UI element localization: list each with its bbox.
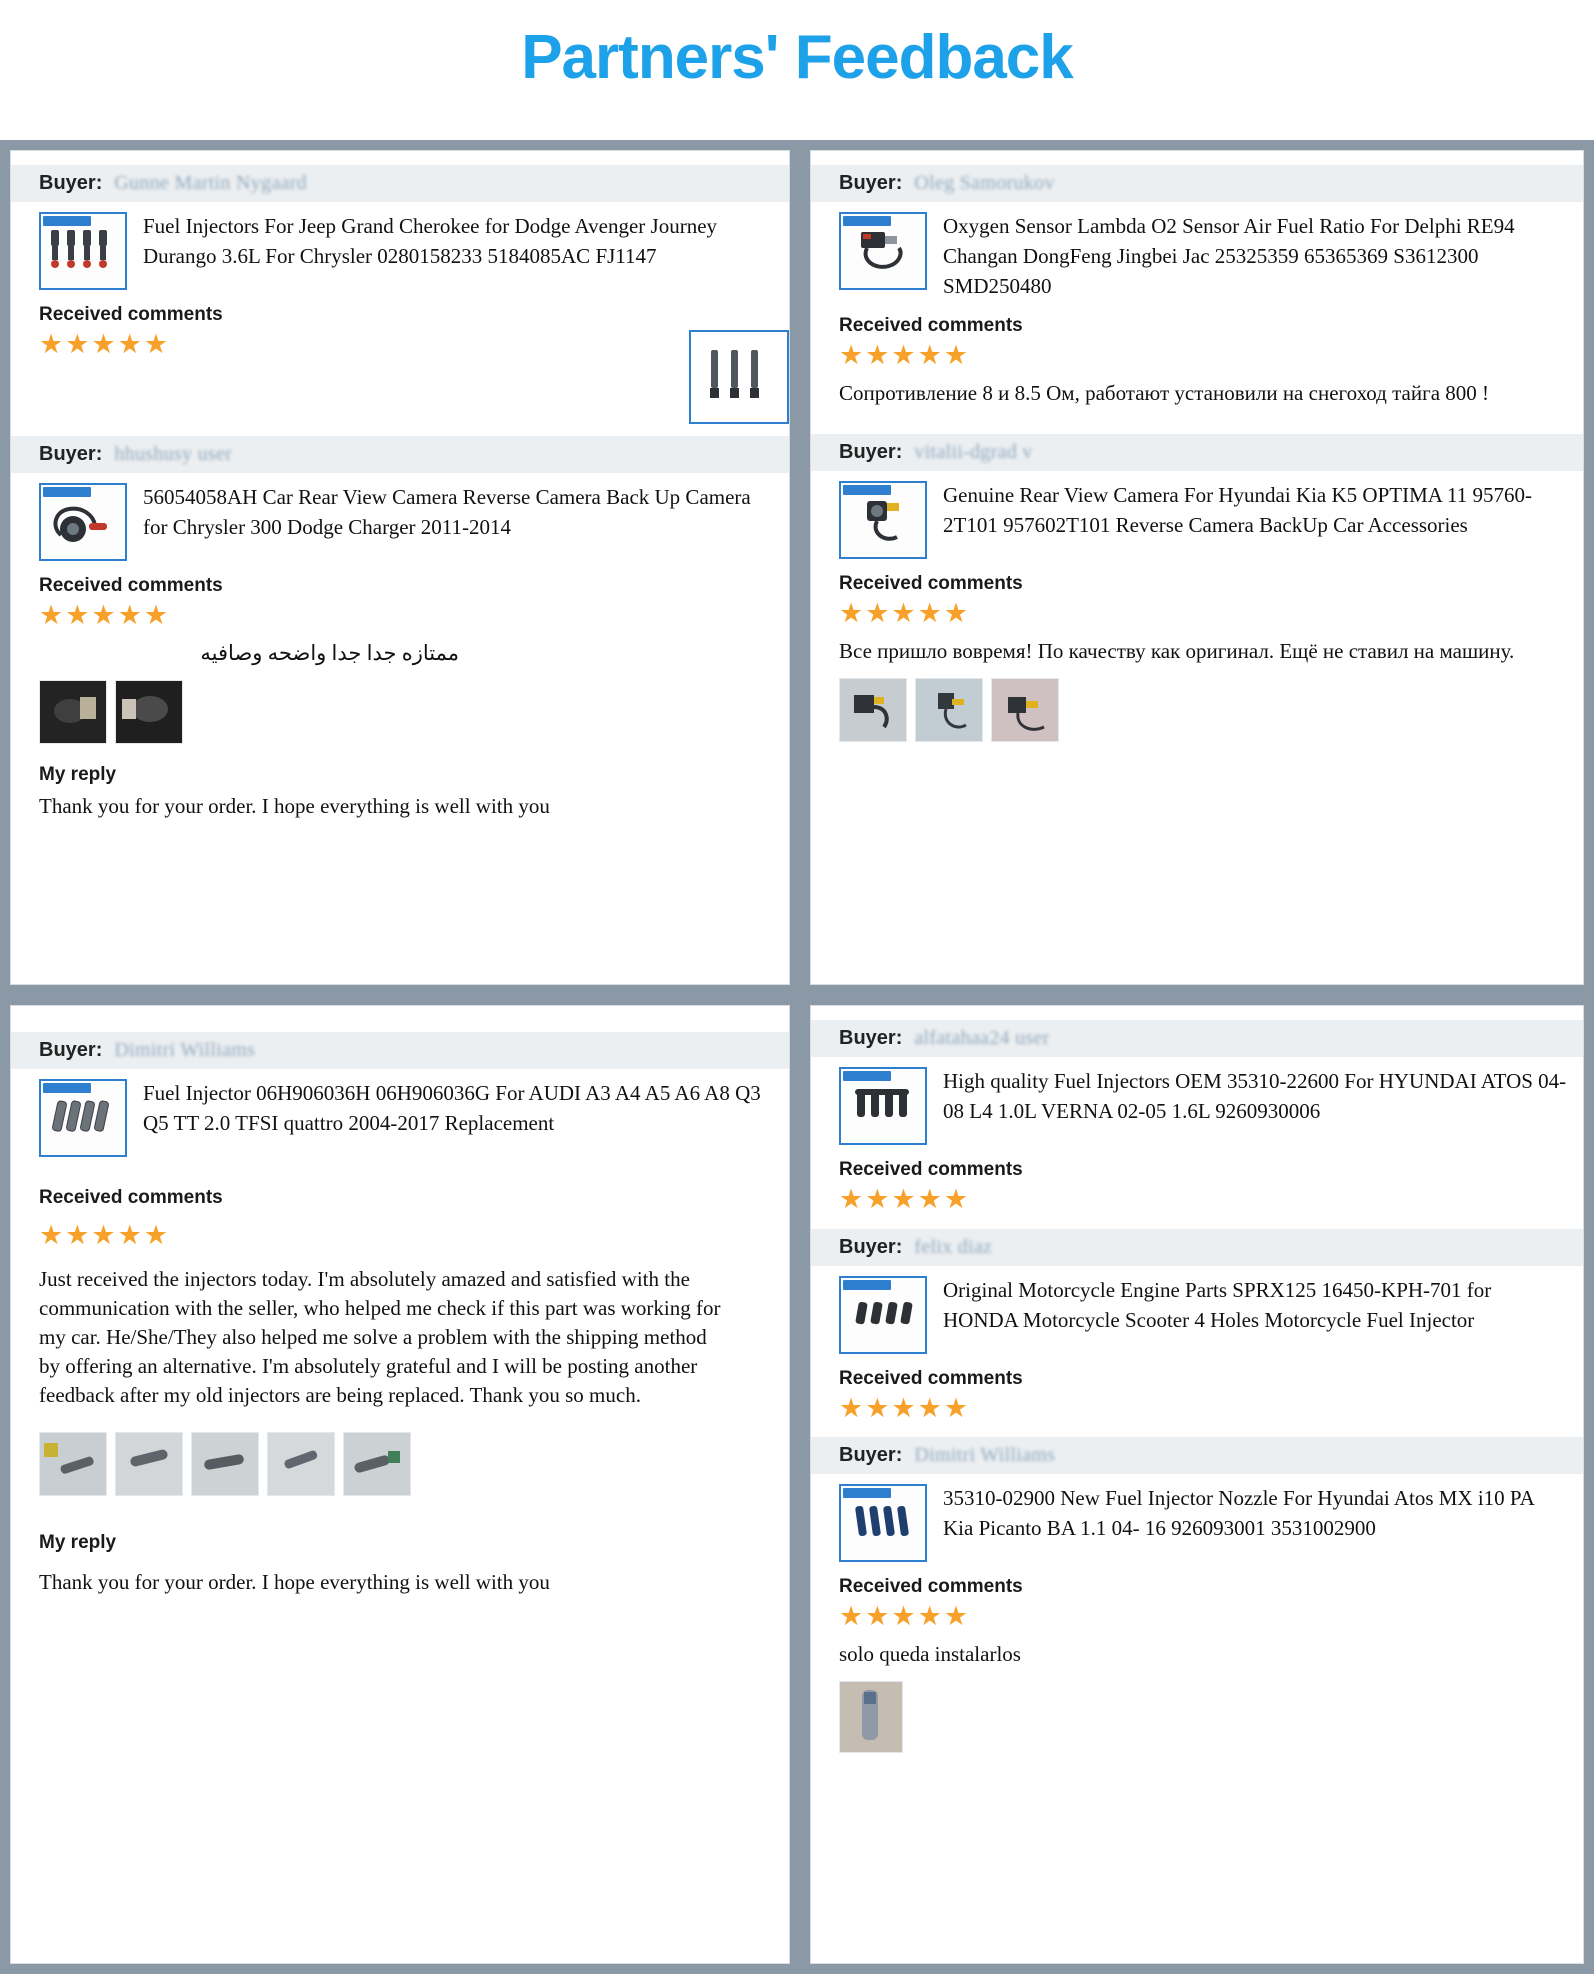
received-comments-label: Received comments xyxy=(839,1159,1023,1180)
buyer-label: Buyer: xyxy=(839,1444,903,1467)
buyer-name: Oleg Samorukov xyxy=(914,172,1055,194)
buyer-label: Buyer: xyxy=(839,441,903,464)
buyer-photo[interactable] xyxy=(191,1432,259,1496)
item-row xyxy=(811,477,1583,563)
feedback-entry xyxy=(11,1032,789,1607)
received-comments-label: Received comments xyxy=(839,573,1023,595)
buyer-photo[interactable] xyxy=(267,1432,335,1496)
injector-photo-icon xyxy=(691,332,787,422)
buyer-comment: solo queda instalarlos xyxy=(839,1642,1021,1667)
item-row xyxy=(811,1480,1583,1566)
star-rating: ★★★★★ xyxy=(839,340,971,371)
camera-photo-icon xyxy=(116,681,182,743)
thumbnail-badge xyxy=(843,1071,891,1081)
my-reply-text: Thank you for your order. I hope everything is well with you xyxy=(39,793,550,818)
product-title[interactable]: Original Motorcycle Engine Parts SPRX125 16450-KPH-701 for HONDA Motorcycle Scooter 4 Holes Motorcycle Fuel Injector xyxy=(943,1277,1492,1332)
feedback-panel xyxy=(810,150,1584,985)
injector-photo-icon xyxy=(840,1682,902,1752)
product-thumbnail[interactable] xyxy=(39,212,127,290)
injector-photo-icon xyxy=(40,1433,106,1495)
buyer-label: Buyer: xyxy=(839,1235,903,1258)
injector-photo-icon xyxy=(268,1433,334,1495)
buyer-row xyxy=(11,436,789,473)
thumbnail-badge xyxy=(843,1488,891,1498)
thumbnail-badge xyxy=(43,487,91,497)
buyer-row xyxy=(11,165,789,202)
my-reply-label: My reply xyxy=(39,1531,117,1553)
item-row xyxy=(11,208,789,294)
buyer-comment: Все пришло вовремя! По качеству как оригинал. Ещё не ставил на машину. xyxy=(839,638,1515,663)
product-title[interactable]: Genuine Rear View Camera For Hyundai Kia K5 OPTIMA 11 95760-2T101 957602T101 Reverse Camera BackUp Car Accessories xyxy=(943,483,1532,537)
buyer-label: Buyer: xyxy=(39,172,103,194)
product-thumbnail[interactable] xyxy=(839,481,927,559)
product-title[interactable]: Fuel Injectors For Jeep Grand Cherokee for Dodge Avenger Journey Durango 3.6L For Chrysler 0280158233 5184085AC FJ1147 xyxy=(143,214,718,268)
feedback-panel xyxy=(10,150,790,985)
my-reply-label: My reply xyxy=(39,763,117,785)
product-thumbnail[interactable] xyxy=(839,1484,927,1562)
buyer-comment: ممتازه جدا جدا واضحه وصافيه xyxy=(200,640,459,665)
buyer-photo-strip xyxy=(11,672,789,750)
buyer-name: Dimitri Williams xyxy=(914,1444,1056,1467)
buyer-name: vitalii-dgrad v xyxy=(914,441,1033,464)
injector-photo-icon xyxy=(192,1433,258,1495)
buyer-comment: Сопротивление 8 и 8.5 Ом, работают установили на снегоход тайга 800 ! xyxy=(839,381,1490,406)
received-comments-label: Received comments xyxy=(39,575,223,596)
star-rating: ★★★★★ xyxy=(39,600,171,630)
product-thumbnail[interactable] xyxy=(839,1276,927,1354)
received-comments-label: Received comments xyxy=(39,1187,223,1208)
buyer-row xyxy=(811,1229,1583,1266)
received-comments-label: Received comments xyxy=(39,304,223,325)
feedback-entry xyxy=(811,1229,1583,1430)
buyer-label: Buyer: xyxy=(39,1039,103,1061)
thumbnail-badge xyxy=(843,1280,891,1290)
product-title[interactable]: 56054058AH Car Rear View Camera Reverse Camera Back Up Camera for Chrysler 300 Dodge Charger 2011-2014 xyxy=(143,485,751,539)
buyer-label: Buyer: xyxy=(839,1027,903,1049)
buyer-label: Buyer: xyxy=(39,443,103,465)
buyer-photo[interactable] xyxy=(915,678,983,742)
product-title[interactable]: 35310-02900 New Fuel Injector Nozzle For Hyundai Atos MX i10 PA Kia Picanto BA 1.1 04- 16 926093001 3531002900 xyxy=(943,1486,1534,1541)
product-title[interactable]: Fuel Injector 06H906036H 06H906036G For AUDI A3 A4 A5 A6 A8 Q3 Q5 TT 2.0 TFSI quattro 2004-2017 Replacement xyxy=(143,1081,761,1135)
product-title[interactable]: Oxygen Sensor Lambda O2 Sensor Air Fuel Ratio For Delphi RE94 Changan DongFeng Jingbei Jac 25325359 65365369 S3612300 SMD250480 xyxy=(943,214,1515,298)
camera-photo-icon xyxy=(840,679,906,741)
feedback-entry xyxy=(811,165,1583,416)
received-comments-label: Received comments xyxy=(839,1367,1023,1389)
buyer-photo[interactable] xyxy=(39,1432,107,1496)
buyer-photo[interactable] xyxy=(839,678,907,742)
buyer-photo-strip xyxy=(811,1673,1583,1759)
item-row xyxy=(811,208,1583,305)
star-rating: ★★★★★ xyxy=(839,1392,971,1423)
item-row xyxy=(11,479,789,565)
quadrant-bottom-left xyxy=(0,995,800,1974)
buyer-label: Buyer: xyxy=(839,172,903,194)
received-comments-label: Received comments xyxy=(839,315,1023,337)
star-rating: ★★★★★ xyxy=(39,1220,171,1250)
star-rating: ★★★★★ xyxy=(839,1601,971,1632)
buyer-photo[interactable] xyxy=(839,1681,903,1753)
buyer-photo-strip xyxy=(811,670,1583,748)
camera-photo-icon xyxy=(992,679,1058,741)
buyer-photo[interactable] xyxy=(689,330,789,424)
page-title: Partners' Feedback xyxy=(521,23,1073,92)
camera-photo-icon xyxy=(916,679,982,741)
feedback-entry xyxy=(811,1437,1583,1763)
feedback-entry xyxy=(11,165,789,428)
item-row xyxy=(811,1272,1583,1358)
injector-photo-icon xyxy=(344,1433,410,1495)
buyer-row xyxy=(811,434,1583,471)
star-rating: ★★★★★ xyxy=(839,598,971,629)
buyer-row xyxy=(11,1032,789,1069)
buyer-comment: Just received the injectors today. I'm absolutely amazed and satisfied with the communication with the seller, who helped me check if this part was working for my car. He/She/They also helped me solve a problem with the shipping method by offering an alternative. I'm absolutely grateful and I will be posting another feedback after my old injectors are being replaced. Thank you so much. xyxy=(39,1266,721,1407)
buyer-name: Dimitri Williams xyxy=(114,1039,256,1061)
product-thumbnail[interactable] xyxy=(39,483,127,561)
product-title[interactable]: High quality Fuel Injectors OEM 35310-22600 For HYUNDAI ATOS 04-08 L4 1.0L VERNA 02-05 1.6L 9260930006 xyxy=(943,1069,1567,1123)
buyer-row xyxy=(811,1437,1583,1474)
feedback-entry xyxy=(11,436,789,831)
buyer-name: alfatahaa24 user xyxy=(914,1027,1050,1049)
star-rating: ★★★★★ xyxy=(839,1184,971,1214)
buyer-photo[interactable] xyxy=(991,678,1059,742)
item-row xyxy=(811,1063,1583,1149)
my-reply-text: Thank you for your order. I hope everything is well with you xyxy=(39,1569,550,1594)
buyer-name: felix diaz xyxy=(914,1235,993,1258)
quadrant-top-right xyxy=(800,140,1594,995)
buyer-photo[interactable] xyxy=(115,680,183,744)
product-thumbnail[interactable] xyxy=(839,1067,927,1145)
received-comments-label: Received comments xyxy=(839,1576,1023,1598)
buyer-row xyxy=(811,1020,1583,1057)
product-thumbnail[interactable] xyxy=(39,1079,127,1157)
quadrant-bottom-right xyxy=(800,995,1594,1974)
camera-photo-icon xyxy=(40,681,106,743)
buyer-photo[interactable] xyxy=(343,1432,411,1496)
thumbnail-badge xyxy=(43,1083,91,1093)
star-rating: ★★★★★ xyxy=(39,329,171,359)
buyer-photo[interactable] xyxy=(115,1432,183,1496)
quadrant-top-left xyxy=(0,140,800,995)
feedback-entry xyxy=(811,1020,1583,1221)
feedback-grid xyxy=(0,140,1594,1974)
thumbnail-badge xyxy=(843,485,891,495)
thumbnail-badge xyxy=(843,216,891,226)
buyer-row xyxy=(811,165,1583,202)
buyer-name: Gunne Martin Nygaard xyxy=(114,172,307,194)
feedback-entry xyxy=(811,434,1583,752)
buyer-photo-strip xyxy=(11,1414,789,1502)
product-thumbnail[interactable] xyxy=(839,212,927,290)
injector-photo-icon xyxy=(116,1433,182,1495)
buyer-name: hhushusy user xyxy=(114,443,233,465)
feedback-panel xyxy=(810,1005,1584,1964)
item-row xyxy=(11,1075,789,1161)
thumbnail-badge xyxy=(43,216,91,226)
feedback-panel xyxy=(10,1005,790,1964)
buyer-photo[interactable] xyxy=(39,680,107,744)
